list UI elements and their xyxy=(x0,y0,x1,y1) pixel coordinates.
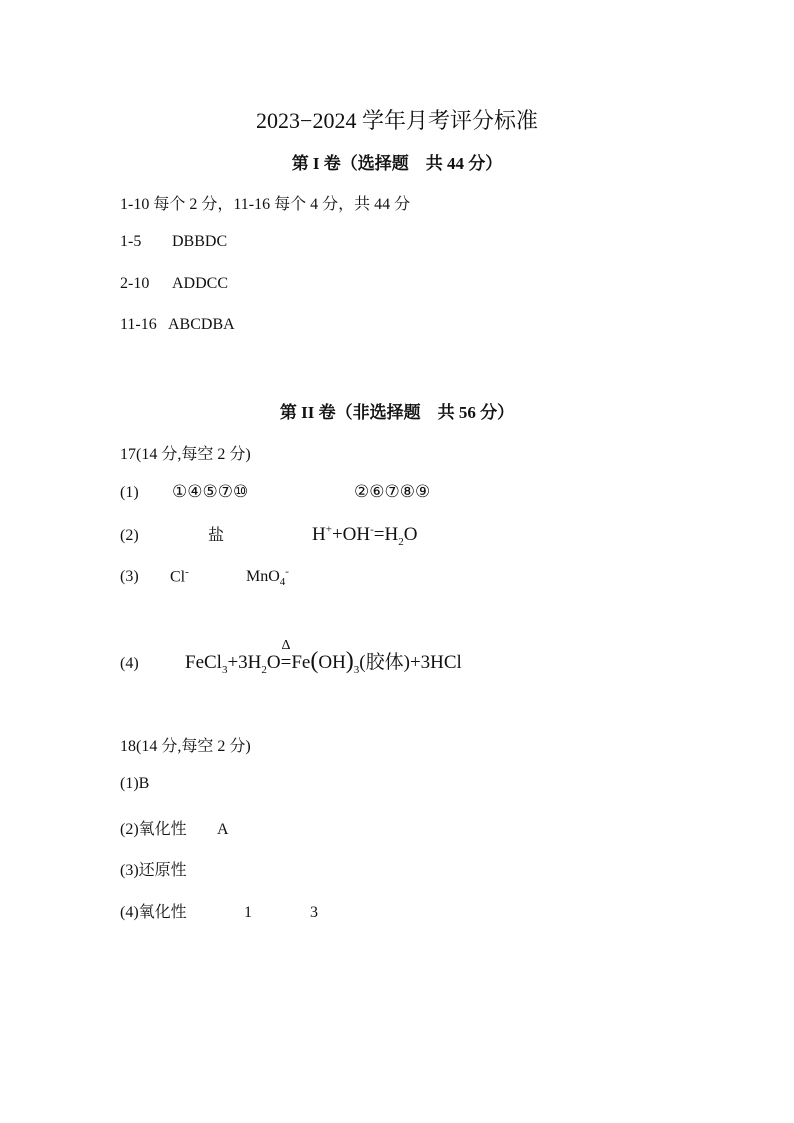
answer-row-3 xyxy=(120,316,235,334)
q18-part1: (1)B xyxy=(120,775,150,792)
q17-part1 xyxy=(120,482,430,502)
part-number: (2)氧化性 xyxy=(120,821,187,838)
answer-a: 盐 xyxy=(208,527,225,544)
q18-header: 18(14 分,每空 2 分) xyxy=(120,738,251,755)
answer-row-1 xyxy=(120,233,227,251)
answer-b: ②⑥⑦⑧⑨ xyxy=(354,482,431,502)
q17-part4 xyxy=(120,638,462,676)
section1-heading: 第 I 卷（选择题 共 44 分） xyxy=(291,154,503,173)
answer-permanganate: MnO$_4$- xyxy=(246,566,289,589)
answer-a: A xyxy=(217,821,229,838)
answer-b: 3 xyxy=(310,904,318,921)
answer-range: 1-5 xyxy=(120,233,142,250)
q18-part4 xyxy=(120,899,318,922)
section1-scoring: 1-10 每个 2 分，11-16 每个 4 分，共 44 分 xyxy=(120,196,411,213)
answer-a: ①④⑤⑦⑩ xyxy=(172,482,249,502)
answer-letters: ABCDBA xyxy=(168,316,235,333)
q17-header: 17(14 分,每空 2 分) xyxy=(120,446,251,463)
part-number: (1) xyxy=(120,484,139,501)
page-title: 2023−2024 学年月考评分标准 xyxy=(256,108,538,133)
heat-condition: Δ = xyxy=(280,638,292,673)
answer-range: 11-16 xyxy=(120,316,157,333)
answer-row-2 xyxy=(120,275,228,293)
answer-range: 2-10 xyxy=(120,275,150,292)
q18-part3: (3)还原性 xyxy=(120,862,187,879)
part-number: (4) xyxy=(120,655,139,672)
answer-a: 1 xyxy=(244,904,252,921)
answer-letters: ADDCC xyxy=(172,275,229,292)
part-number: (4)氧化性 xyxy=(120,904,187,921)
part-number: (2) xyxy=(120,527,139,544)
answer-letters: DBBDC xyxy=(172,233,228,250)
answer-chloride: Cl- xyxy=(170,566,189,586)
ionic-equation: $H^++OH^-=H_2O$ xyxy=(312,523,418,548)
section2-heading: 第 II 卷（非选择题 共 56 分） xyxy=(279,403,515,422)
q17-part2 xyxy=(120,522,417,548)
part-number: (3) xyxy=(120,568,139,586)
q17-part3 xyxy=(120,566,289,589)
hydrolysis-equation: $FeCl_3+3H_2O$ Δ $=Fe(OH)_3$(胶体)+3HCl xyxy=(185,638,462,676)
q18-part2 xyxy=(120,816,229,839)
